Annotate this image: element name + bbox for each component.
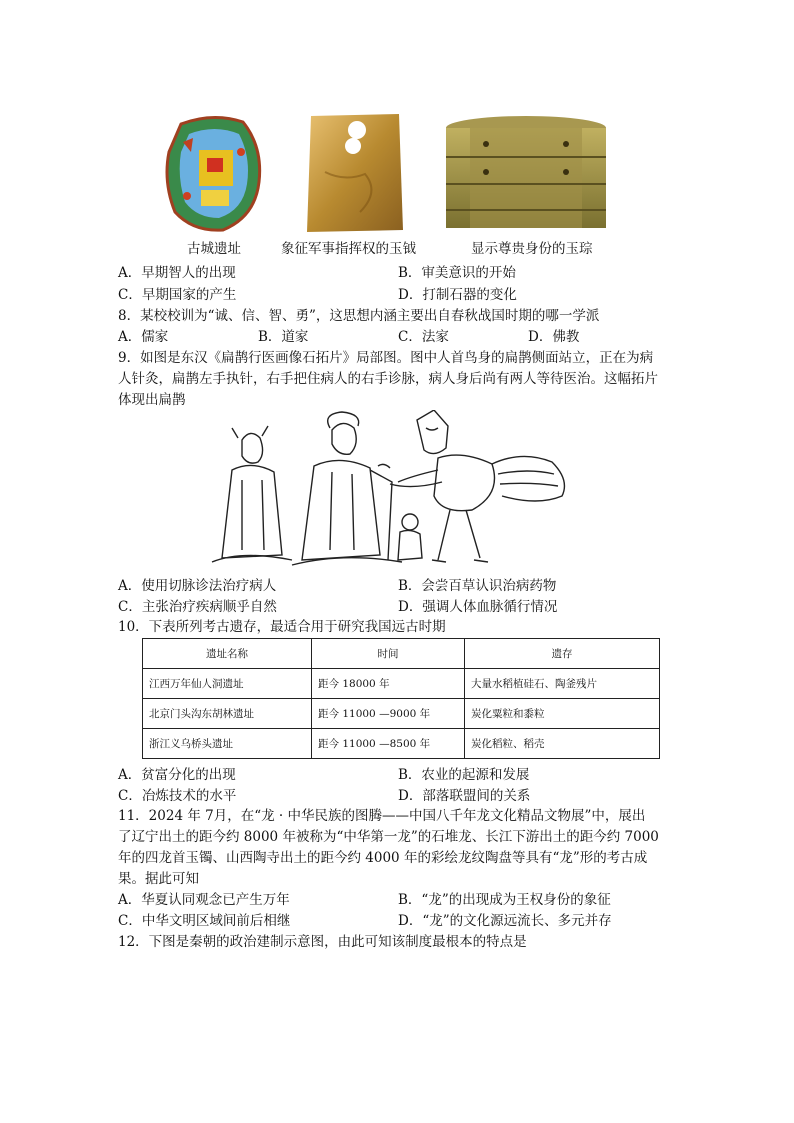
figure-ancient-city-map bbox=[163, 112, 267, 234]
table-cell: 距今 11000 —9000 年 bbox=[312, 699, 465, 729]
table-cell: 距今 11000 —8500 年 bbox=[312, 729, 465, 759]
q8-option-a[interactable]: A．儒家 bbox=[118, 329, 169, 345]
caption-jade-cong: 显示尊贵身份的玉琮 bbox=[471, 241, 593, 257]
table-row bbox=[143, 729, 660, 759]
table-header-cell: 遗址名称 bbox=[143, 639, 312, 669]
table-cell: 江西万年仙人洞遗址 bbox=[143, 669, 312, 699]
table-cell: 浙江义乌桥头遗址 bbox=[143, 729, 312, 759]
q11-stem-line-1: 11．2024 年 7月，在“龙 · 中华民族的图腾——中国八千年龙文化精品文物展”中，展出 bbox=[118, 808, 646, 824]
q7-option-c[interactable]: C．早期国家的产生 bbox=[118, 287, 237, 303]
q11-stem-line-4: 果。据此可知 bbox=[118, 871, 199, 887]
q9-option-b[interactable]: B．会尝百草认识治病药物 bbox=[398, 578, 557, 594]
figure-jade-yue-axe bbox=[305, 112, 405, 234]
table-cell: 炭化粟粒和黍粒 bbox=[465, 699, 660, 729]
q9-option-d[interactable]: D．强调人体血脉循行情况 bbox=[398, 599, 558, 615]
q9-stem-line-2: 人针灸，扁鹊左手执针，右手把住病人的右手诊脉，病人身后尚有两人等待医治。这幅拓片 bbox=[118, 371, 658, 387]
q9-option-a[interactable]: A．使用切脉诊法治疗病人 bbox=[118, 578, 277, 594]
q11-stem-line-3: 年的四龙首玉镯、山西陶寺出土的距今约 4000 年的彩绘龙纹陶盘等具有“龙”形的考古成 bbox=[118, 850, 648, 866]
table-cell: 炭化稻粒、稻壳 bbox=[465, 729, 660, 759]
caption-ancient-city: 古城遗址 bbox=[187, 241, 241, 257]
q8-stem: 8．某校校训为“诚、信、智、勇”，这思想内涵主要出自春秋战国时期的哪一学派 bbox=[118, 308, 600, 324]
q11-option-a[interactable]: A．华夏认同观念已产生万年 bbox=[118, 892, 290, 908]
q11-option-b[interactable]: B．“龙”的出现成为王权身份的象征 bbox=[398, 892, 611, 908]
q10-sites-table bbox=[142, 638, 660, 759]
table-header-cell: 遗存 bbox=[465, 639, 660, 669]
q10-stem: 10．下表所列考古遗存，最适合用于研究我国远古时期 bbox=[118, 619, 446, 635]
q12-stem: 12．下图是秦朝的政治建制示意图，由此可知该制度最根本的特点是 bbox=[118, 934, 527, 950]
q10-option-d[interactable]: D．部落联盟间的关系 bbox=[398, 788, 531, 804]
q9-stem-line-3: 体现出扁鹊 bbox=[118, 392, 186, 408]
table-cell: 距今 18000 年 bbox=[312, 669, 465, 699]
q10-option-c[interactable]: C．冶炼技术的水平 bbox=[118, 788, 237, 804]
q11-option-c[interactable]: C．中华文明区域间前后相继 bbox=[118, 913, 291, 929]
table-cell: 北京门头沟东胡林遗址 bbox=[143, 699, 312, 729]
q8-option-b[interactable]: B．道家 bbox=[258, 329, 309, 345]
q8-option-d[interactable]: D．佛教 bbox=[528, 329, 580, 345]
figure-jade-cong bbox=[440, 112, 612, 234]
table-row bbox=[143, 699, 660, 729]
q8-option-c[interactable]: C．法家 bbox=[398, 329, 449, 345]
q7-option-a[interactable]: A．早期智人的出现 bbox=[118, 265, 236, 281]
q11-option-d[interactable]: D．“龙”的文化源远流长、多元并存 bbox=[398, 913, 612, 929]
figure-bianque-rubbing bbox=[202, 410, 572, 575]
q10-option-b[interactable]: B．农业的起源和发展 bbox=[398, 767, 530, 783]
table-header-cell: 时间 bbox=[312, 639, 465, 669]
q7-option-d[interactable]: D．打制石器的变化 bbox=[398, 287, 517, 303]
q9-stem-line-1: 9．如图是东汉《扁鹊行医画像石拓片》局部图。图中人首鸟身的扁鹊侧面站立，正在为病 bbox=[118, 350, 654, 366]
q10-option-a[interactable]: A．贫富分化的出现 bbox=[118, 767, 236, 783]
q9-option-c[interactable]: C．主张治疗疾病顺乎自然 bbox=[118, 599, 277, 615]
caption-jade-yue: 象征军事指挥权的玉钺 bbox=[281, 241, 416, 257]
q11-stem-line-2: 了辽宁出土的距今约 8000 年被称为“中华第一龙”的石堆龙、长江下游出土的距今约 7000 bbox=[118, 829, 659, 845]
q7-option-b[interactable]: B．审美意识的开始 bbox=[398, 265, 516, 281]
table-cell: 大量水稻植硅石、陶釜残片 bbox=[465, 669, 660, 699]
table-header-row bbox=[143, 639, 660, 669]
table-row bbox=[143, 669, 660, 699]
